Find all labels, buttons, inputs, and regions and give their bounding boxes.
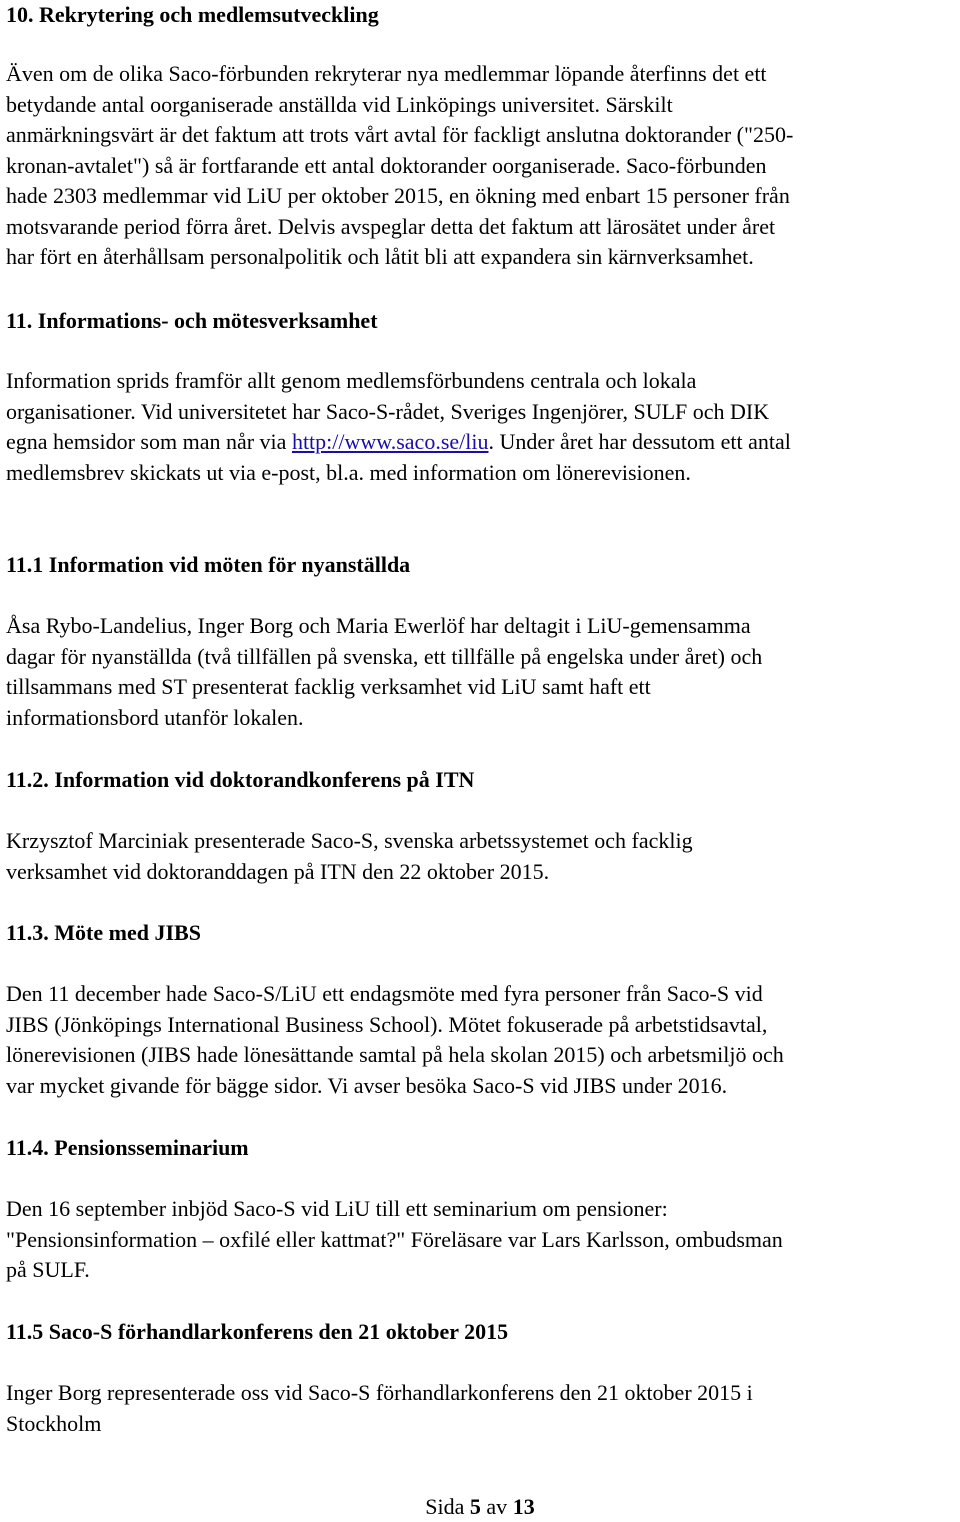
page-label: Sida	[425, 1494, 465, 1519]
paragraph-text: . Under året har dessutom ett antal	[488, 429, 791, 454]
paragraph-line: lönerevisionen (JIBS hade lönesättande samtal på hela skolan 2015) och arbetsmiljö och	[6, 1042, 784, 1067]
saco-liu-link[interactable]: http://www.saco.se/liu	[291, 429, 489, 454]
paragraph-line: på SULF.	[6, 1257, 90, 1282]
section-11-heading: 11. Informations- och mötesverksamhet	[6, 308, 378, 333]
section-11-2-paragraph	[6, 826, 693, 887]
paragraph-line: Även om de olika Saco-förbunden rekryterar nya medlemmar löpande återfinns det ett	[6, 61, 767, 86]
page-footer	[0, 1492, 960, 1522]
paragraph-text: egna hemsidor som man når via	[6, 429, 292, 454]
paragraph-line: Information sprids framför allt genom medlemsförbundens centrala och lokala	[6, 368, 697, 393]
section-11-1-heading: 11.1 Information vid möten för nyanställda	[6, 552, 411, 577]
paragraph-line: verksamhet vid doktoranddagen på ITN den 22 oktober 2015.	[6, 858, 550, 884]
page-of-label: av	[486, 1494, 508, 1519]
paragraph-line: motsvarande period förra året. Delvis avspeglar detta det faktum att lärosätet under året	[6, 213, 776, 239]
total-pages-number: 13	[512, 1494, 535, 1519]
paragraph-line: Den 16 september inbjöd Saco-S vid LiU till ett seminarium om pensioner:	[6, 1196, 668, 1221]
section-11-3-paragraph	[6, 979, 784, 1101]
section-11-paragraph	[6, 366, 791, 488]
paragraph-line: anmärkningsvärt är det faktum att trots vårt avtal för fackligt anslutna doktorander ("250-	[6, 122, 794, 147]
paragraph-line: dagar för nyanställda (två tillfällen på svenska, ett tillfälle på engelska under året) och	[6, 643, 763, 669]
paragraph-line: kronan-avtalet") så är fortfarande ett antal doktorander oorganiserade. Saco-förbunden	[6, 152, 767, 178]
paragraph-line: JIBS (Jönköpings International Business School). Mötet fokuserade på arbetstidsavtal,	[6, 1011, 768, 1037]
paragraph-line: Stockholm	[6, 1410, 102, 1436]
paragraph-line: informationsbord utanför lokalen.	[6, 704, 304, 730]
paragraph-line: "Pensionsinformation – oxfilé eller kattmat?" Föreläsare var Lars Karlsson, ombudsman	[6, 1226, 783, 1252]
section-11-1-paragraph	[6, 611, 762, 733]
paragraph-line: organisationer. Vid universitetet har Saco-S-rådet, Sveriges Ingenjörer, SULF och DIK	[6, 398, 770, 424]
paragraph-line: medlemsbrev skickats ut via e-post, bl.a. med information om lönerevisionen.	[6, 459, 691, 485]
section-11-4-paragraph	[6, 1194, 783, 1286]
paragraph-line: var mycket givande för bägge sidor. Vi avser besöka Saco-S vid JIBS under 2016.	[6, 1072, 728, 1098]
paragraph-line: tillsammans med ST presenterat facklig verksamhet vid LiU samt haft ett	[6, 674, 651, 699]
paragraph-line: Inger Borg representerade oss vid Saco-S förhandlarkonferens den 21 oktober 2015 i	[6, 1380, 753, 1405]
section-11-3-heading: 11.3. Möte med JIBS	[6, 920, 201, 945]
section-11-2-heading: 11.2. Information vid doktorandkonferens på ITN	[6, 767, 475, 792]
paragraph-line: hade 2303 medlemmar vid LiU per oktober 2015, en ökning med enbart 15 personer från	[6, 183, 790, 208]
paragraph-line: Åsa Rybo-Landelius, Inger Borg och Maria Ewerlöf har deltagit i LiU-gemensamma	[6, 613, 751, 638]
paragraph-line	[6, 427, 791, 458]
section-10-heading: 10. Rekrytering och medlemsutveckling	[6, 2, 379, 27]
paragraph-line: Krzysztof Marciniak presenterade Saco-S, svenska arbetssystemet och facklig	[6, 828, 693, 853]
section-11-5-paragraph	[6, 1378, 753, 1439]
section-11-5-heading: 11.5 Saco-S förhandlarkonferens den 21 oktober 2015	[6, 1319, 509, 1344]
current-page-number: 5	[469, 1494, 481, 1519]
paragraph-line: har fört en återhållsam personalpolitik och låtit bli att expandera sin kärnverksamhet.	[6, 244, 754, 269]
section-10-paragraph	[6, 59, 793, 273]
paragraph-line: Den 11 december hade Saco-S/LiU ett endagsmöte med fyra personer från Saco-S vid	[6, 981, 763, 1006]
section-11-4-heading: 11.4. Pensionsseminarium	[6, 1135, 249, 1160]
paragraph-line: betydande antal oorganiserade anställda vid Linköpings universitet. Särskilt	[6, 91, 673, 117]
